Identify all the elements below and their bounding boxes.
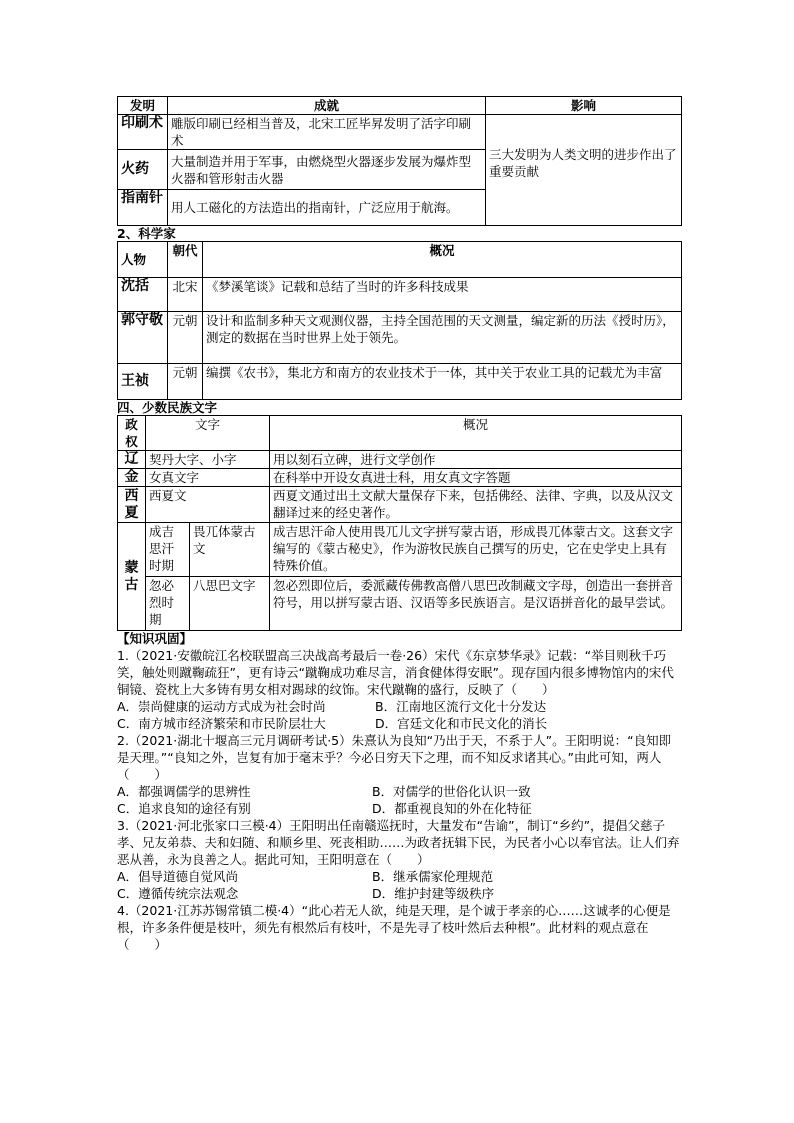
scientist-name: 郭守敬 — [118, 312, 168, 364]
script-period: 成吉思汗时期 — [146, 523, 190, 577]
script-period: 忽必烈时期 — [146, 577, 190, 631]
scientist-dynasty: 北宋 — [168, 278, 203, 312]
header-summary: 概况 — [203, 242, 682, 278]
regime-name: 西夏 — [118, 487, 146, 523]
script-summary: 用以刻石立碑，进行文学创作 — [270, 451, 682, 469]
script-name: 畏兀体蒙古文 — [190, 523, 270, 577]
invention-impact: 三大发明为人类文明的进步作出了重要贡献 — [486, 115, 682, 226]
scientists-table — [117, 241, 682, 400]
header-person: 人物 — [118, 242, 168, 278]
option[interactable]: B．继承儒家伦理规范 — [372, 869, 494, 884]
script-summary: 西夏文通过出土文献大量保存下来，包括佛经、法律、字典，以及从汉文翻译过来的经史著作。 — [270, 487, 682, 523]
script-summary: 忽必烈即位后，委派藏传佛教高僧八思巴改制藏文字母，创造出一套拼音符号，用以拼写蒙古语、汉语等多民族语言。是汉语拼音化的最早尝试。 — [270, 577, 682, 631]
scientist-summary: 设计和监制多种天文观测仪器，主持全国范围的天文测量，编定新的历法《授时历》，测定的数据在当时世界上处于领先。 — [203, 312, 682, 364]
header-script: 文字 — [146, 416, 270, 451]
option-row — [117, 868, 681, 885]
invention-achievement: 雕版印刷已经相当普及，北宋工匠毕昇发明了活字印刷术 — [168, 115, 486, 150]
script-summary: 在科举中开设女真进士科，用女真文字答题 — [270, 469, 682, 487]
invention-name: 指南针 — [118, 190, 168, 226]
regime-name: 金 — [118, 469, 146, 487]
table-row — [118, 451, 682, 469]
table-row — [118, 487, 682, 523]
option[interactable]: A．崇尚健康的运动方式成为社会时尚 — [117, 699, 326, 714]
header-invention: 发明 — [118, 97, 168, 115]
table-row — [118, 312, 682, 364]
header-summary: 概况 — [270, 416, 682, 451]
option[interactable]: D．宫廷文化和市民文化的消长 — [375, 716, 548, 731]
script-name: 八思巴文字 — [190, 577, 270, 631]
invention-achievement: 用人工磁化的方法造出的指南针，广泛应用于航海。 — [168, 190, 486, 226]
table-row — [118, 278, 682, 312]
scientist-summary: 编撰《农书》，集北方和南方的农业技术于一体，其中关于农业工具的记载尤为丰富 — [203, 364, 682, 400]
invention-achievement: 大量制造并用于军事，由燃烧型火器逐步发展为爆炸型火器和管形射击火器 — [168, 150, 486, 190]
scientist-name: 王祯 — [118, 364, 168, 400]
scientist-dynasty: 元朝 — [168, 364, 203, 400]
header-achievement: 成就 — [168, 97, 486, 115]
practice-title: 【知识巩固】 — [117, 631, 193, 646]
scientist-dynasty: 元朝 — [168, 312, 203, 364]
question-stem: 1.（2021·安徽皖江名校联盟高三决战高考最后一卷·26）宋代《东京梦华录》记载：“举目则秋千巧笑，触处则蹴鞠疏狂”，更有诗云“蹴鞠成功难尽言，消食健体得安眠”。现存国内很多博物馆内的宋代铜镜、瓷枕上大多铸有男女相对踢球的纹饰。宋代蹴鞠的盛行，反映了（ ） — [117, 648, 674, 697]
option[interactable]: C．追求良知的途径有别 — [117, 801, 251, 816]
table-row — [118, 115, 682, 150]
section-title-scientists: 2、科学家 — [117, 226, 176, 241]
regime-name: 蒙古 — [118, 523, 146, 631]
option-row — [117, 783, 681, 800]
scripts-header-row — [118, 416, 682, 451]
script-name: 女真文字 — [146, 469, 270, 487]
table-row — [118, 523, 682, 577]
option[interactable]: B．江南地区流行文化十分发达 — [375, 699, 547, 714]
section-title-scripts: 四、少数民族文字 — [117, 400, 218, 415]
option[interactable]: D．维护封建等级秩序 — [372, 886, 495, 901]
option[interactable]: A．倡导道德自觉风尚 — [117, 869, 239, 884]
question — [117, 732, 681, 817]
regime-name: 辽 — [118, 451, 146, 469]
inventions-header-row — [118, 97, 682, 115]
scripts-table — [117, 415, 682, 631]
table-row — [118, 469, 682, 487]
option[interactable]: C．遵循传统宗法观念 — [117, 886, 239, 901]
question-stem: 2.（2021·湖北十堰高三元月调研考试·5）朱熹认为良知“乃出于天，不系于人”。王阳明说：“良知即是天理。”“良知之外，岂复有加于毫末乎？今必日穷天下之理，而不知反求诸其心。”由此可知，两人（ ） — [117, 733, 672, 782]
scientist-summary: 《梦溪笔谈》记载和总结了当时的许多科技成果 — [203, 278, 682, 312]
question — [117, 647, 681, 732]
inventions-table — [117, 96, 682, 226]
script-summary: 成吉思汗命人使用畏兀儿文字拼写蒙古语，形成畏兀体蒙古文。这套文字编写的《蒙古秘史》，作为游牧民族自己撰写的历史，它在史学史上具有特殊价值。 — [270, 523, 682, 577]
scientist-name: 沈括 — [118, 278, 168, 312]
page — [117, 96, 681, 953]
question — [117, 902, 681, 953]
question-stem: 3.（2021·河北张家口三模·4）王阳明出任南赣巡抚时，大量发布“告谕”，制订“乡约”，提倡父慈子孝、兄友弟恭、夫和妇随、和顺乡里、死丧相助……为政者抚辑下民，为民者小心以奉官法。让人们弃恶从善，永为良善之人。据此可知，王阳明意在（ ） — [117, 818, 680, 867]
option[interactable]: C．南方城市经济繁荣和市民阶层壮大 — [117, 716, 326, 731]
scientists-header-row — [118, 242, 682, 278]
header-regime: 政权 — [118, 416, 146, 451]
table-row — [118, 577, 682, 631]
option-row — [117, 800, 681, 817]
table-row — [118, 364, 682, 400]
header-impact: 影响 — [486, 97, 682, 115]
option-row — [117, 885, 681, 902]
invention-name: 火药 — [118, 150, 168, 190]
question — [117, 817, 681, 902]
script-name: 契丹大字、小字 — [146, 451, 270, 469]
option-row — [117, 715, 681, 732]
option-row — [117, 698, 681, 715]
script-name: 西夏文 — [146, 487, 270, 523]
header-dynasty: 朝代 — [168, 242, 203, 278]
option[interactable]: A．都强调儒学的思辨性 — [117, 784, 251, 799]
invention-name: 印刷术 — [118, 115, 168, 150]
option[interactable]: B．对儒学的世俗化认识一致 — [372, 784, 531, 799]
option[interactable]: D．都重视良知的外在化特征 — [372, 801, 532, 816]
question-stem: 4.（2021·江苏苏锡常镇二模·4）“此心若无人欲，纯是天理，是个诚于孝亲的心……这诚孝的心便是根，许多条件便是枝叶，须先有根然后有枝叶，不是先寻了枝叶然后去种根”。此材料的观点意在（ ） — [117, 903, 671, 952]
